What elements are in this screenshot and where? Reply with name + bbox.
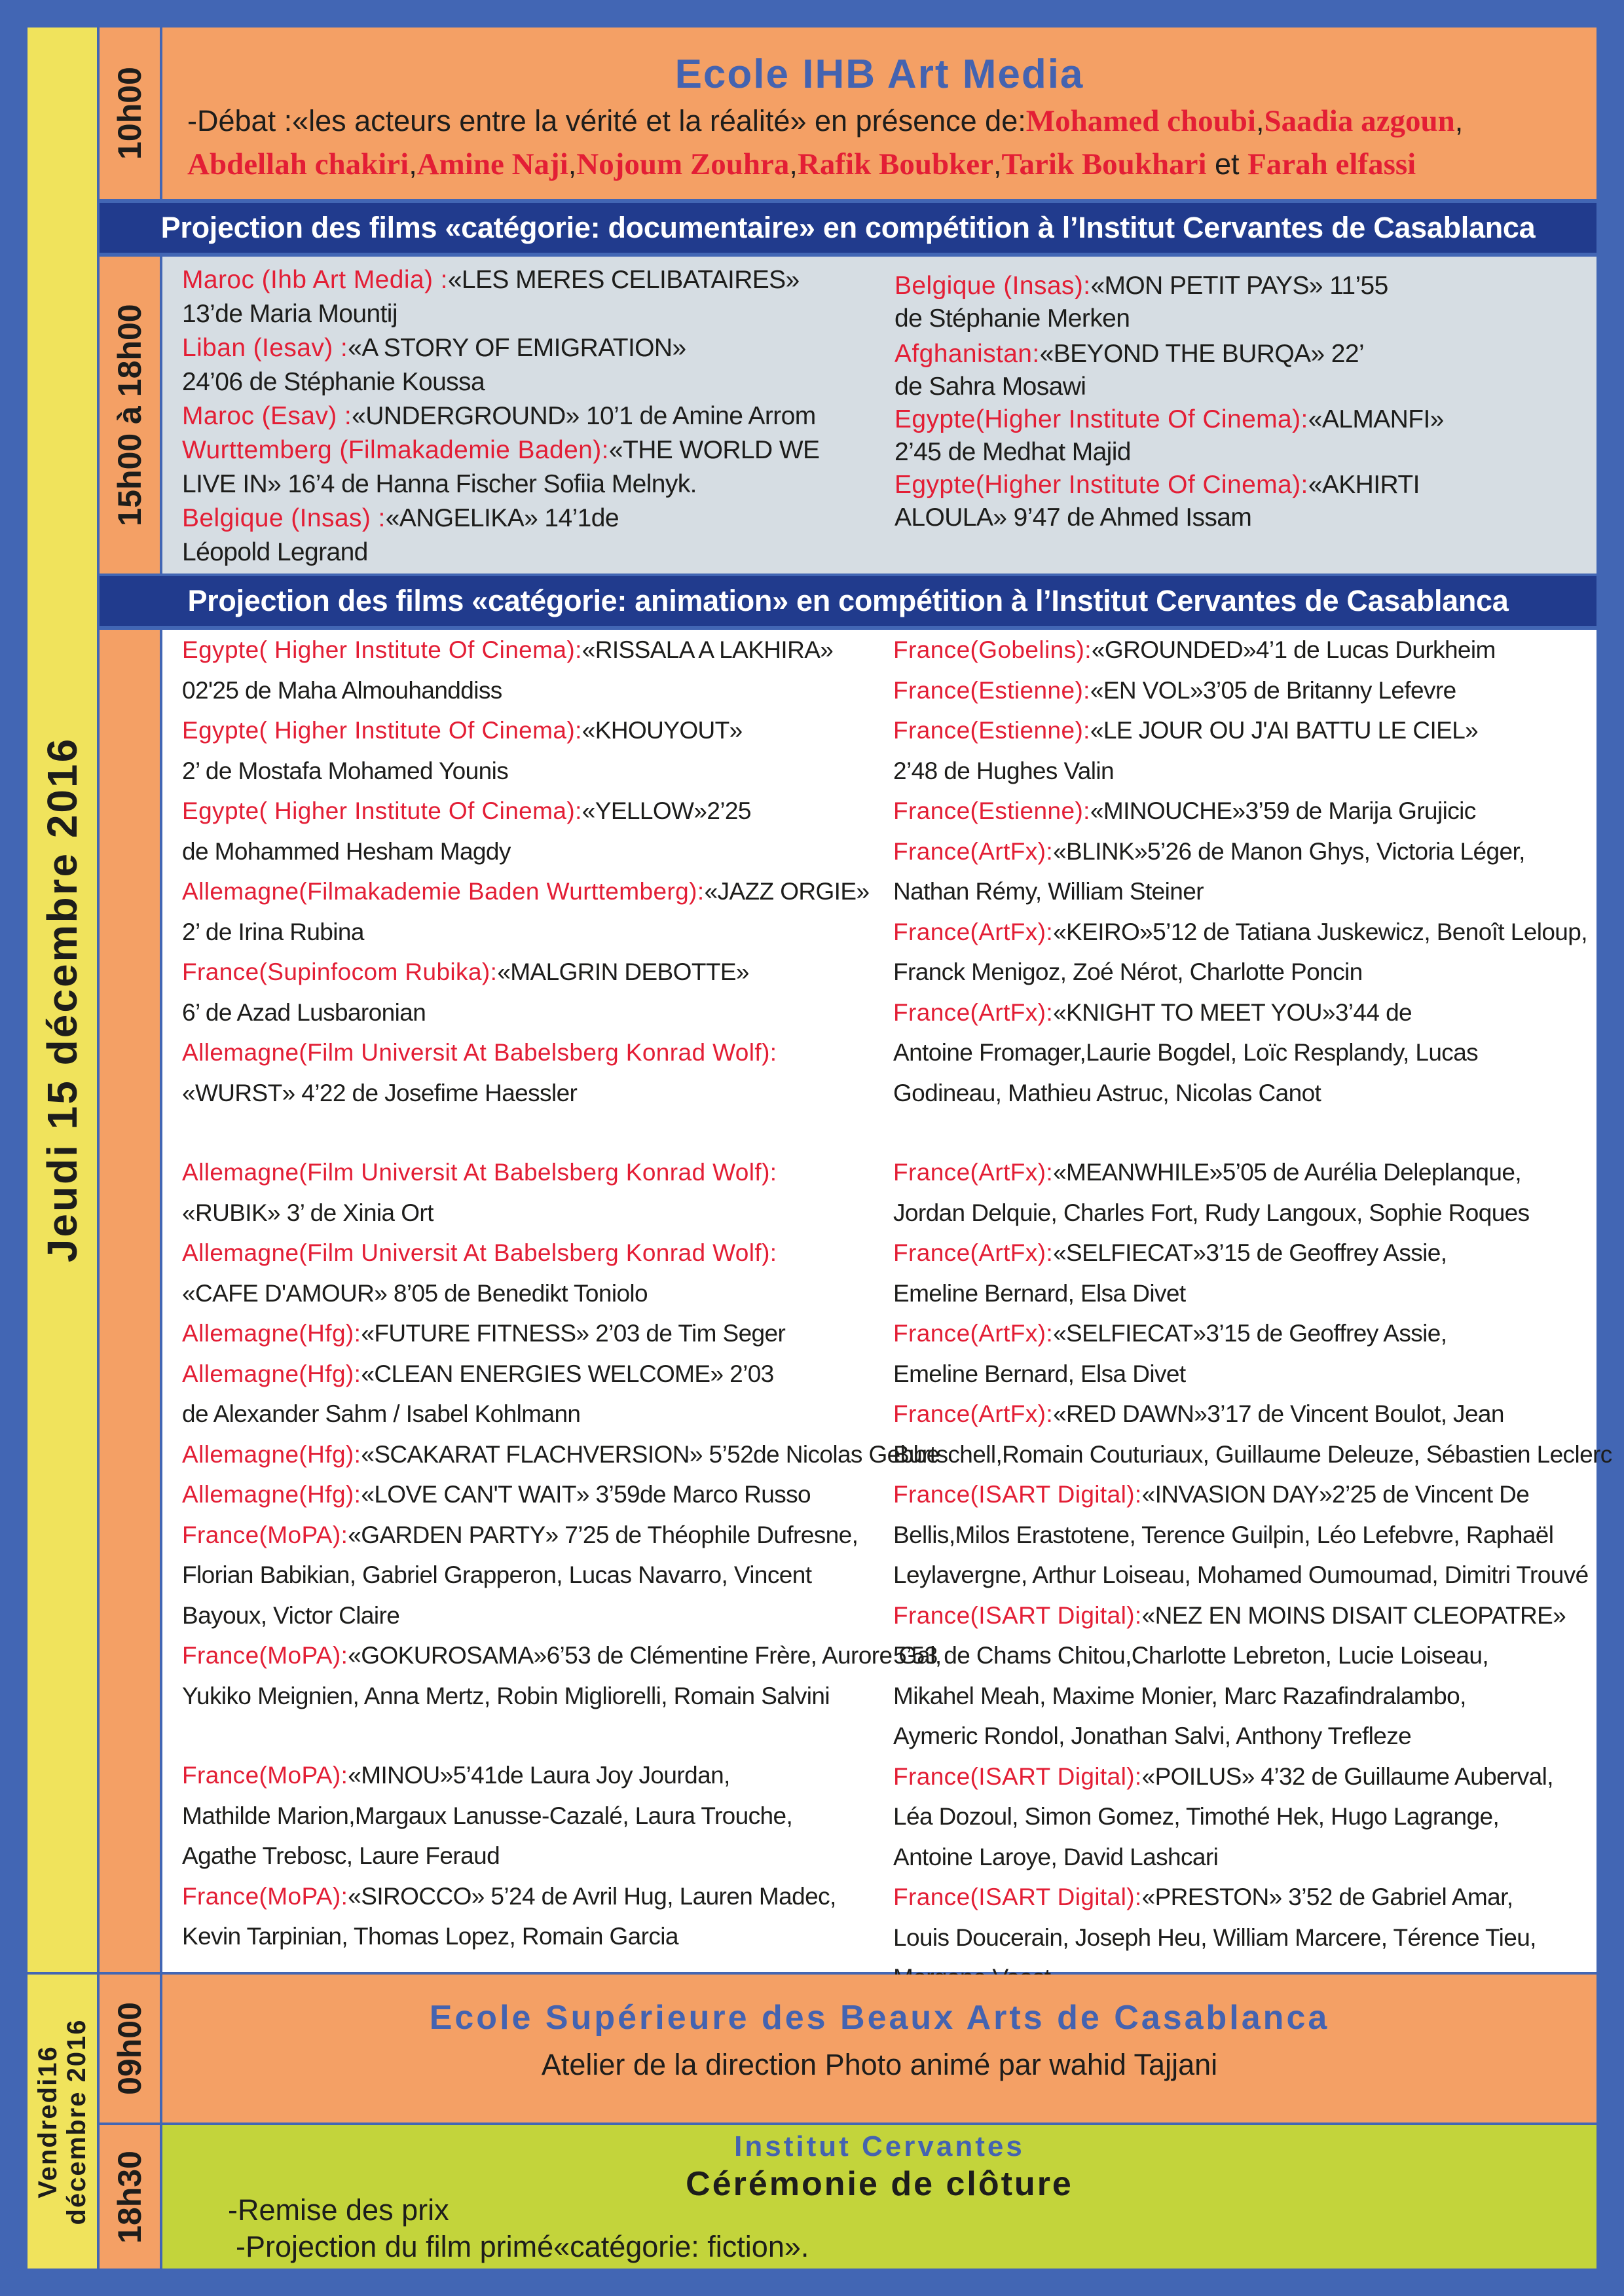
film-entry bbox=[893, 630, 1594, 670]
film-credits: Jordan Delquie, Charles Fort, Rudy Langoux, Sophie Roques bbox=[893, 1199, 1530, 1226]
film-entry bbox=[893, 710, 1594, 791]
film-entry: Egypte(Higher Institute Of Cinema):«ALMANFI» 2’45 de Medhat Majid bbox=[895, 405, 1444, 466]
film-title: «MEANWHILE»5’05 de Aurélia Deleplanque, bbox=[1053, 1159, 1522, 1186]
film-title: «KEIRO»5’12 de Tatiana Juskewicz, Benoît Leloup, bbox=[1053, 918, 1587, 945]
time-18h30: 18h30 bbox=[111, 2150, 148, 2244]
film-entry bbox=[182, 1474, 889, 1515]
film-entry bbox=[182, 1032, 889, 1113]
film-entry bbox=[893, 1152, 1594, 1233]
film-origin: Egypte( Higher Institute Of Cinema): bbox=[182, 797, 582, 824]
guest-name: Farah elfassi bbox=[1247, 147, 1416, 181]
film-entry: Maroc (Ihb Art Media) :«LES MERES CELIBATAIRES» 13’de Maria Mountij bbox=[182, 266, 800, 328]
film-entry bbox=[893, 670, 1594, 711]
animation-section bbox=[162, 630, 1612, 1972]
film-title: «SELFIECAT»3’15 de Geoffrey Assie, bbox=[1053, 1239, 1447, 1266]
film-credits: Emeline Bernard, Elsa Divet bbox=[893, 1279, 1186, 1307]
time-15h00-18h00: 15h00 à 18h00 bbox=[111, 304, 148, 526]
film-origin: France(ISART Digital): bbox=[893, 1481, 1142, 1508]
film-entry bbox=[182, 1233, 889, 1313]
closing-title: Cérémonie de clôture bbox=[686, 2165, 1073, 2203]
film-entry bbox=[893, 1394, 1612, 1474]
film-origin: France(Gobelins): bbox=[893, 636, 1092, 663]
film-entry bbox=[182, 1755, 889, 1876]
film-credits: 02'25 de Maha Almouhanddiss bbox=[182, 676, 502, 704]
time-10h00: 10h00 bbox=[111, 67, 148, 160]
animation-time-cell bbox=[100, 630, 160, 1972]
film-credits: Aymeric Rondol, Jonathan Salvi, Anthony Trefleze bbox=[893, 1722, 1412, 1749]
film-origin: Allemagne(Filmakademie Baden Wurttemberg): bbox=[182, 878, 705, 905]
film-entry: Afghanistan:«BEYOND THE BURQA» 22’ de Sahra Mosawi bbox=[895, 340, 1365, 401]
film-origin: Allemagne(Hfg): bbox=[182, 1320, 361, 1347]
ihb-debate-line2: Abdellah chakiri,Amine Naji,Nojoum Zouhra,Rafik Boubker,Tarik Boukhari et Farah elfassi bbox=[187, 147, 1416, 181]
film-title: «GROUNDED»4’1 de Lucas Durkheim bbox=[1091, 636, 1496, 663]
closing-line2: -Projection du film primé«catégorie: fiction». bbox=[236, 2230, 809, 2263]
film-entry bbox=[893, 831, 1594, 912]
film-entry bbox=[182, 1434, 940, 1475]
film-credits: 2’ de Mostafa Mohamed Younis bbox=[182, 757, 509, 784]
film-origin: Allemagne(Hfg): bbox=[182, 1440, 361, 1468]
film-origin: Allemagne(Film Universit At Babelsberg Konrad Wolf): bbox=[182, 1039, 777, 1066]
film-credits: de Mohammed Hesham Magdy bbox=[182, 837, 511, 865]
film-title: «GOKUROSAMA»6’53 de Clémentine Frère, Aurore Gal, bbox=[348, 1642, 942, 1669]
animation-right-column bbox=[893, 630, 1612, 1998]
film-entry bbox=[893, 1757, 1594, 1878]
film-credits: Franck Menigoz, Zoé Nérot, Charlotte Poncin bbox=[893, 958, 1363, 985]
film-entry bbox=[182, 1354, 889, 1434]
closing-venue: Institut Cervantes bbox=[734, 2130, 1025, 2162]
guest-name: Saadia azgoun bbox=[1264, 104, 1455, 138]
film-title: «GARDEN PARTY» 7’25 de Théophile Dufresne, bbox=[348, 1521, 858, 1548]
film-origin: France(ArtFx): bbox=[893, 1400, 1054, 1427]
film-title: «KHOUYOUT» bbox=[581, 717, 743, 744]
film-title: «LE JOUR OU J'AI BATTU LE CIEL» bbox=[1090, 717, 1479, 744]
film-origin: France(MoPA): bbox=[182, 1762, 348, 1789]
film-entry bbox=[182, 952, 889, 1032]
film-credits: Emeline Bernard, Elsa Divet bbox=[893, 1360, 1186, 1387]
film-title: «POILUS» 4’32 de Guillaume Auberval, bbox=[1141, 1762, 1553, 1790]
film-origin: France(Estienne): bbox=[893, 676, 1090, 704]
film-credits: Léa Dozoul, Simon Gomez, Timothé Hek, Hugo Lagrange, bbox=[893, 1803, 1500, 1830]
film-entry bbox=[182, 791, 889, 871]
beaux-arts-session bbox=[162, 1975, 1596, 2123]
film-title: «CLEAN ENERGIES WELCOME» 2’03 bbox=[361, 1360, 774, 1387]
film-title: «LOVE CAN'T WAIT» 3’59de Marco Russo bbox=[361, 1481, 811, 1508]
film-credits: Mikahel Meah, Maxime Monier, Marc Razafindralambo, bbox=[893, 1682, 1466, 1709]
film-title: «SIROCCO» 5’24 de Avril Hug, Lauren Madec, bbox=[348, 1882, 836, 1910]
film-title: «SCAKARAT FLACHVERSION» 5’52de Nicolas Gebbe bbox=[361, 1440, 940, 1468]
film-title: «YELLOW»2’25 bbox=[581, 797, 751, 824]
ihb-session bbox=[162, 27, 1596, 199]
day1-column bbox=[28, 27, 97, 1972]
film-credits: Mathilde Marion,Margaux Lanusse-Cazalé, Laura Trouche, bbox=[182, 1802, 793, 1829]
film-entry bbox=[182, 1876, 889, 1957]
film-origin: France(ArtFx): bbox=[893, 1239, 1054, 1266]
beaux-arts-subtitle: Atelier de la direction Photo animé par wahid Tajjani bbox=[541, 2048, 1218, 2081]
animation-left-column bbox=[182, 630, 942, 1957]
film-credits: Agathe Trebosc, Laure Feraud bbox=[182, 1842, 500, 1869]
film-entry bbox=[182, 1515, 889, 1636]
closing-session bbox=[162, 2125, 1596, 2269]
day2-label bbox=[33, 2018, 91, 2225]
film-credits: Yukiko Meignien, Anna Mertz, Robin Migliorelli, Romain Salvini bbox=[182, 1682, 830, 1709]
film-credits: 2’48 de Hughes Valin bbox=[893, 757, 1115, 784]
film-origin: France(ArtFx): bbox=[893, 1159, 1054, 1186]
time-09h00-cell bbox=[100, 1975, 160, 2123]
film-origin: France(ArtFx): bbox=[893, 1320, 1054, 1347]
film-title: «MALGRIN DEBOTTE» bbox=[497, 958, 749, 985]
guest-name: Tarik Boukhari bbox=[1001, 147, 1207, 181]
ihb-debate-line1: -Débat :«les acteurs entre la vérité et la réalité» en présence de:Mohamed choubi,Saadia azgoun, bbox=[187, 104, 1464, 138]
film-credits: Bellis,Milos Erastotene, Terence Guilpin, Léo Lefebvre, Raphaël bbox=[893, 1521, 1554, 1548]
film-origin: Allemagne(Film Universit At Babelsberg Konrad Wolf): bbox=[182, 1239, 777, 1266]
film-credits: Antoine Fromager,Laurie Bogdel, Loïc Resplandy, Lucas bbox=[893, 1039, 1479, 1066]
film-credits: «CAFE D'AMOUR» 8’05 de Benedikt Toniolo bbox=[182, 1279, 648, 1307]
film-title: «MINOUCHE»3’59 de Marija Grujicic bbox=[1090, 797, 1476, 824]
time-09h00: 09h00 bbox=[111, 2002, 148, 2095]
film-entry: Belgique (Insas):«MON PETIT PAYS» 11’55 de Stéphanie Merken bbox=[895, 272, 1388, 333]
film-title: «MINOU»5’41de Laura Joy Jourdan, bbox=[348, 1762, 730, 1789]
film-origin: France(Estienne): bbox=[893, 797, 1090, 824]
ihb-title: Ecole IHB Art Media bbox=[674, 52, 1084, 97]
film-entry bbox=[182, 1152, 889, 1233]
film-title: «SELFIECAT»3’15 de Geoffrey Assie, bbox=[1053, 1320, 1447, 1347]
film-origin: Allemagne(Film Universit At Babelsberg Konrad Wolf): bbox=[182, 1159, 777, 1186]
film-origin: France(ArtFx): bbox=[893, 998, 1054, 1026]
film-origin: Egypte( Higher Institute Of Cinema): bbox=[182, 717, 582, 744]
time-15h00-cell bbox=[100, 257, 160, 574]
beaux-arts-title: Ecole Supérieure des Beaux Arts de Casablanca bbox=[429, 1999, 1330, 2037]
guest-name: Nojoum Zouhra bbox=[576, 147, 790, 181]
documentaire-right-column bbox=[895, 270, 1589, 534]
ihb-intro: -Débat :«les acteurs entre la vérité et la réalité» en présence de: bbox=[187, 104, 1026, 137]
film-credits: Burtschell,Romain Couturiaux, Guillaume Deleuze, Sébastien Leclerc bbox=[893, 1440, 1612, 1468]
documentaire-left-column bbox=[182, 263, 876, 570]
film-entry bbox=[182, 871, 889, 952]
film-credits: Nathan Rémy, William Steiner bbox=[893, 878, 1204, 905]
film-title: «FUTURE FITNESS» 2’03 de Tim Seger bbox=[361, 1320, 786, 1347]
film-title: «JAZZ ORGIE» bbox=[704, 878, 870, 905]
film-credits: 2’ de Irina Rubina bbox=[182, 918, 364, 945]
film-origin: France(ISART Digital): bbox=[893, 1601, 1142, 1629]
film-origin: France(MoPA): bbox=[182, 1642, 348, 1669]
film-credits: Godineau, Mathieu Astruc, Nicolas Canot bbox=[893, 1079, 1321, 1106]
guest-name: Rafik Boubker bbox=[797, 147, 993, 181]
guest-name: Amine Naji bbox=[416, 147, 568, 181]
guest-name: Mohamed choubi bbox=[1025, 104, 1256, 138]
film-credits: Kevin Tarpinian, Thomas Lopez, Romain Garcia bbox=[182, 1923, 678, 1950]
film-origin: France(MoPA): bbox=[182, 1882, 348, 1910]
film-credits: «WURST» 4’22 de Josefime Haessler bbox=[182, 1079, 578, 1106]
film-credits: de Alexander Sahm / Isabel Kohlmann bbox=[182, 1400, 581, 1427]
banner-documentaire: Projection des films «catégorie: documentaire» en compétition à l’Institut Cervantes de Casablanca bbox=[100, 203, 1596, 253]
film-origin: France(ISART Digital): bbox=[893, 1884, 1142, 1910]
closing-line1: -Remise des prix bbox=[228, 2193, 449, 2227]
film-origin: Allemagne(Hfg): bbox=[182, 1360, 361, 1387]
film-origin: Allemagne(Hfg): bbox=[182, 1481, 361, 1508]
film-entry: Egypte(Higher Institute Of Cinema):«AKHIRTI ALOULA» 9’47 de Ahmed Issam bbox=[895, 471, 1420, 532]
guest-name: Abdellah chakiri bbox=[187, 147, 409, 181]
film-credits: 5’53 de Chams Chitou,Charlotte Lebreton, Lucie Loiseau, bbox=[893, 1642, 1489, 1669]
film-entry bbox=[893, 1233, 1594, 1313]
film-entry: Maroc (Esav) :«UNDERGROUND» 10’1 de Amine Arrom bbox=[182, 402, 816, 430]
film-credits: Florian Babikian, Gabriel Grapperon, Lucas Navarro, Vincent bbox=[182, 1561, 812, 1588]
film-title: «RISSALA A LAKHIRA» bbox=[581, 636, 834, 663]
day2-column bbox=[28, 1975, 97, 2269]
film-origin: France(ArtFx): bbox=[893, 918, 1054, 945]
film-origin: France(ArtFx): bbox=[893, 837, 1054, 865]
film-credits: Antoine Laroye, David Lashcari bbox=[893, 1843, 1219, 1870]
film-credits: Leylavergne, Arthur Loiseau, Mohamed Oumoumad, Dimitri Trouvé bbox=[893, 1561, 1589, 1588]
film-credits: «RUBIK» 3’ de Xinia Ort bbox=[182, 1199, 434, 1226]
film-credits: Louis Doucerain, Joseph Heu, William Marcere, Térence Tieu, bbox=[893, 1923, 1536, 1951]
banner-animation: Projection des films «catégorie: animation» en compétition à l’Institut Cervantes de Casablanca bbox=[100, 576, 1596, 626]
film-entry bbox=[893, 791, 1594, 831]
film-origin: Egypte( Higher Institute Of Cinema): bbox=[182, 636, 582, 663]
film-entry: Liban (Iesav) :«A STORY OF EMIGRATION» 24’06 de Stéphanie Koussa bbox=[182, 334, 686, 396]
film-title: «KNIGHT TO MEET YOU»3’44 de bbox=[1053, 998, 1412, 1026]
time-18h30-cell bbox=[100, 2125, 160, 2269]
film-entry bbox=[893, 1313, 1594, 1394]
film-entry bbox=[893, 993, 1594, 1114]
film-credits: Bayoux, Victor Claire bbox=[182, 1601, 400, 1629]
day1-label: Jeudi 15 décembre 2016 bbox=[39, 737, 86, 1263]
film-title: «EN VOL»3’05 de Britanny Lefevre bbox=[1090, 676, 1456, 704]
film-origin: France(ISART Digital): bbox=[893, 1762, 1142, 1790]
film-entry bbox=[182, 1635, 942, 1716]
film-entry bbox=[182, 1313, 889, 1354]
time-10h00-cell bbox=[100, 27, 160, 199]
film-entry bbox=[893, 1474, 1594, 1595]
film-origin: France(MoPA): bbox=[182, 1521, 348, 1548]
day2-label-line1: Vendredi16 bbox=[33, 2045, 62, 2198]
film-credits: 6’ de Azad Lusbaronian bbox=[182, 998, 426, 1026]
film-entry: Wurttemberg (Filmakademie Baden):«THE WORLD WE LIVE IN» 16’4 de Hanna Fischer Sofiia Melnyk. bbox=[182, 436, 820, 498]
film-title: «NEZ EN MOINS DISAIT CLEOPATRE» bbox=[1141, 1601, 1566, 1629]
film-entry bbox=[893, 912, 1594, 993]
film-entry: Belgique (Insas) :«ANGELIKA» 14’1de Léopold Legrand bbox=[182, 504, 619, 566]
day2-label-line2: décembre 2016 bbox=[62, 2018, 91, 2225]
documentaire-section bbox=[162, 257, 1596, 574]
film-entry bbox=[893, 1595, 1594, 1757]
film-entry bbox=[182, 630, 889, 710]
film-title: «INVASION DAY»2’25 de Vincent De bbox=[1141, 1481, 1530, 1508]
film-entry bbox=[182, 710, 889, 791]
film-title: «BLINK»5’26 de Manon Ghys, Victoria Léger, bbox=[1053, 837, 1525, 865]
film-title: «RED DAWN»3’17 de Vincent Boulot, Jean bbox=[1053, 1400, 1504, 1427]
film-title: «PRESTON» 3’52 de Gabriel Amar, bbox=[1141, 1884, 1513, 1910]
film-origin: France(Estienne): bbox=[893, 717, 1090, 744]
film-origin: France(Supinfocom Rubika): bbox=[182, 958, 498, 985]
